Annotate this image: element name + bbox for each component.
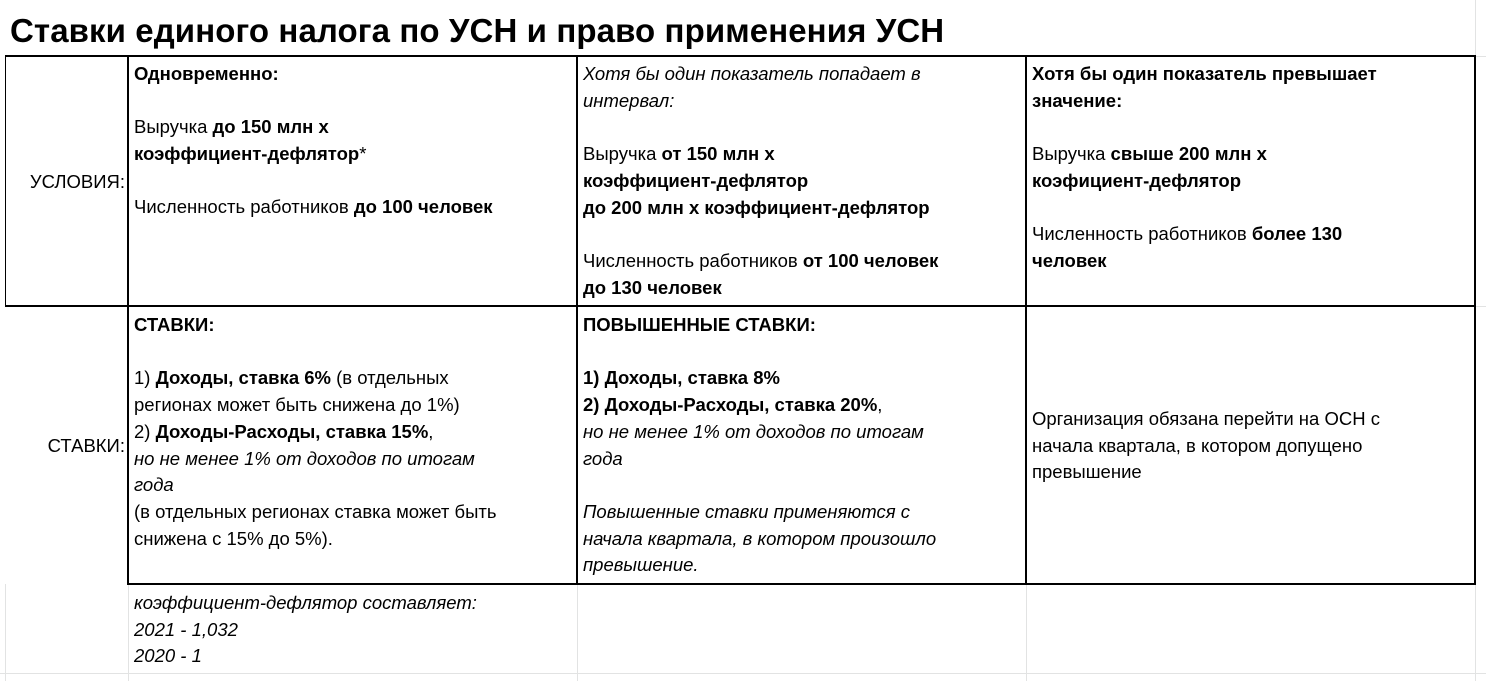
gridline — [1475, 56, 1486, 57]
conditions-col3-heading: Хотя бы один показатель превышает — [1032, 63, 1377, 84]
staff-limit: от 100 человек — [802, 249, 939, 271]
footnote-line: 2020 - 1 — [134, 645, 202, 667]
comma: , — [428, 420, 434, 442]
conditions-col2-heading: Хотя бы один показатель попадает в — [583, 63, 921, 84]
row-label-rates: СТАВКИ: — [47, 435, 125, 456]
revenue-limit: свыше 200 млн х — [1110, 143, 1267, 165]
table-border — [1474, 55, 1476, 585]
revenue-label: Выручка — [583, 143, 662, 165]
revenue-limit: коэфициент-дефлятор — [1032, 169, 1242, 191]
footnote-line: коэффициент-дефлятор составляет: — [134, 592, 477, 613]
osn-transition-text: начала квартала, в котором допущено — [1032, 434, 1363, 456]
footnote-mark: * — [359, 143, 367, 165]
increased-rate-note: Повышенные ставки применяются с — [583, 500, 911, 522]
conditions-col1-heading: Одновременно: — [134, 63, 279, 84]
conditions-col3-heading: значение: — [1032, 89, 1123, 111]
revenue-limit: до 150 млн х — [212, 116, 329, 138]
minimum-tax-note: но не менее 1% от доходов по итогам — [134, 447, 475, 469]
revenue-limit: коэффициент-дефлятор — [583, 169, 809, 191]
table-border — [5, 305, 1476, 307]
rate-note: регионах может быть снижена до 1%) — [134, 394, 460, 416]
revenue-limit: коэффициент-дефлятор — [134, 143, 360, 165]
minimum-tax-note: года — [134, 474, 174, 496]
list-number: 1) — [134, 367, 156, 389]
row-label-conditions: УСЛОВИЯ: — [29, 171, 125, 192]
rate-income: Доходы, ставка 6% — [155, 367, 331, 389]
gridline — [128, 584, 129, 681]
conditions-col3-cell — [1032, 61, 1377, 275]
revenue-limit: до 200 млн х коэффициент-дефлятор — [583, 196, 930, 218]
comma: , — [877, 394, 883, 416]
table-border — [5, 55, 1476, 57]
rates-col2-cell — [583, 312, 936, 579]
conditions-col1-cell — [134, 61, 493, 221]
rate-note: снижена с 15% до 5%). — [134, 527, 333, 549]
rate-income-expense: Доходы-Расходы, ставка 15% — [155, 420, 429, 442]
staff-label: Численность работников — [583, 249, 803, 271]
table-border — [5, 55, 6, 307]
table-border — [1025, 55, 1027, 585]
staff-limit: до 130 человек — [583, 276, 722, 298]
staff-limit: человек — [1032, 249, 1107, 271]
staff-limit: более 130 — [1251, 223, 1343, 245]
rate-income: 1) Доходы, ставка 8% — [583, 367, 780, 389]
footnote-line: 2021 - 1,032 — [134, 618, 238, 640]
rate-note: (в отдельных — [330, 367, 449, 389]
revenue-limit: от 150 млн х — [661, 143, 775, 165]
conditions-col2-cell — [583, 61, 938, 301]
gridline — [0, 673, 1486, 674]
rates-col2-heading: ПОВЫШЕННЫЕ СТАВКИ: — [583, 314, 816, 335]
increased-rate-note: превышение. — [583, 554, 699, 576]
rates-col1-heading: СТАВКИ: — [134, 314, 215, 335]
increased-rate-note: начала квартала, в котором произошло — [583, 527, 937, 549]
revenue-label: Выручка — [1032, 143, 1111, 165]
revenue-label: Выручка — [134, 116, 213, 138]
page-title: Ставки единого налога по УСН и право применения УСН — [10, 12, 945, 49]
list-number: 2) — [134, 420, 156, 442]
osn-transition-text: превышение — [1032, 461, 1142, 483]
gridline — [1475, 306, 1486, 307]
gridline — [5, 584, 6, 681]
minimum-tax-note: но не менее 1% от доходов по итогам — [583, 420, 924, 442]
gridline — [1026, 584, 1027, 681]
rates-col1-cell — [134, 312, 497, 552]
table-border — [127, 55, 129, 585]
gridline — [577, 584, 578, 681]
table-border — [576, 55, 578, 585]
conditions-col2-heading: интервал: — [583, 89, 675, 111]
minimum-tax-note: года — [583, 447, 623, 469]
osn-transition-text: Организация обязана перейти на ОСН с — [1032, 408, 1380, 429]
rates-col3-cell — [1032, 406, 1380, 486]
deflator-footnote — [134, 590, 477, 670]
rate-note: (в отдельных регионах ставка может быть — [134, 500, 497, 522]
staff-limit: до 100 человек — [353, 196, 493, 218]
staff-label: Численность работников — [134, 196, 354, 218]
table-border — [127, 583, 1476, 585]
staff-label: Численность работников — [1032, 223, 1252, 245]
rate-income-expense: 2) Доходы-Расходы, ставка 20% — [583, 394, 878, 416]
